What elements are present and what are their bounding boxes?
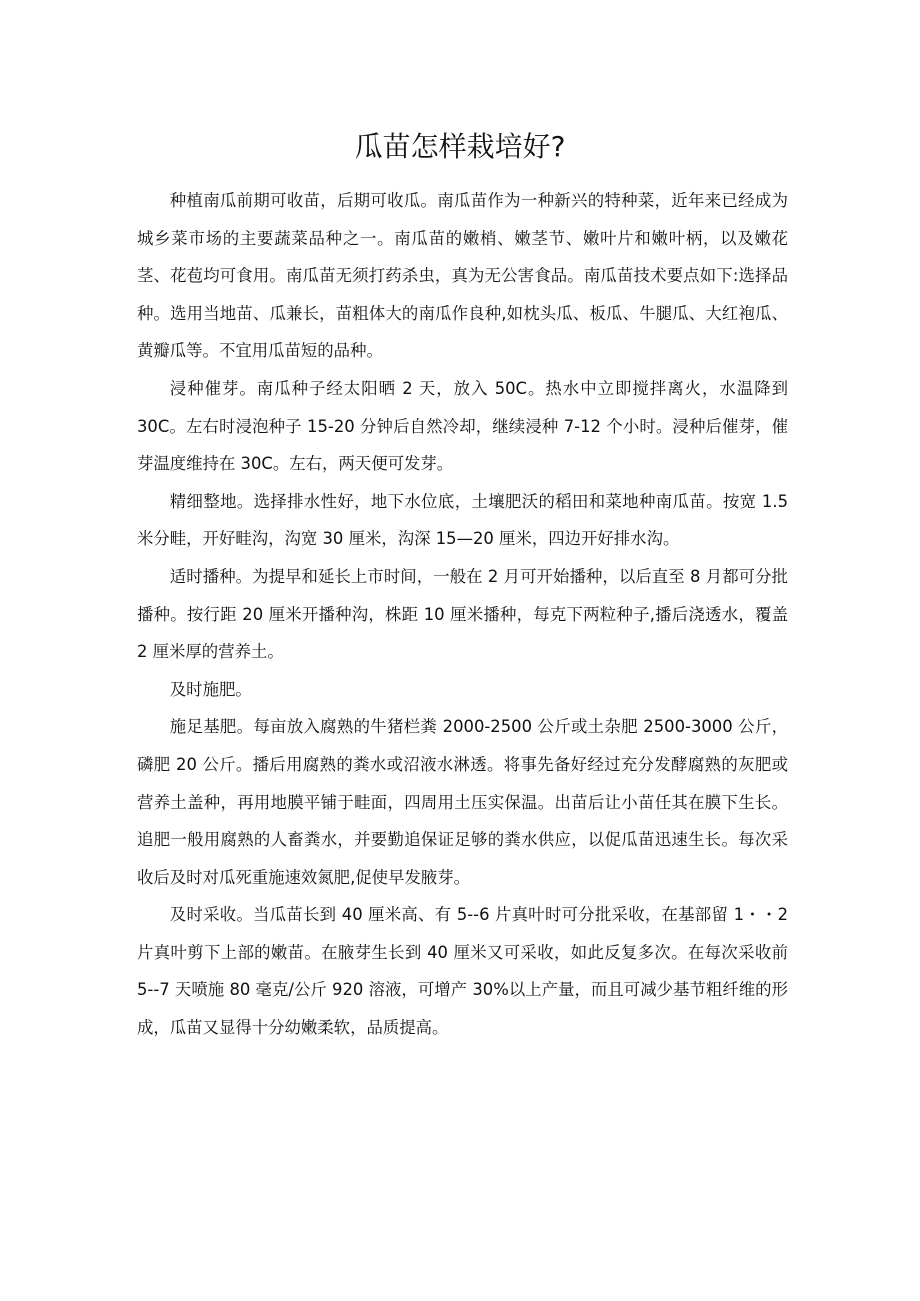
paragraph-land-preparation: 精细整地。选择排水性好，地下水位底，土壤肥沃的稻田和菜地种南瓜苗。按宽 1.5 米分畦，开好畦沟，沟宽 30 厘米，沟深 15—20 厘米，四边开好排水沟。 (137, 491, 788, 549)
document-title: 瓜苗怎样栽培好? (354, 130, 566, 163)
paragraph-intro: 种植南瓜前期可收苗，后期可收瓜。南瓜苗作为一种新兴的特种菜，近年来已经成为城乡菜市场的主要蔬菜品种之一。南瓜苗的嫩梢、嫩茎节、嫩叶片和嫩叶柄，以及嫩花茎、花苞均可食用。南瓜苗无须打药杀虫，真为无公害食品。南瓜苗技术要点如下:选择品种。选用当地苗、瓜兼长，苗粗体大的南瓜作良种,如枕头瓜、板瓜、牛腿瓜、大红袍瓜、黄瓣瓜等。不宜用瓜苗短的品种。 (137, 191, 788, 361)
paragraph-sowing: 适时播种。为提早和延长上市时间，一般在 2 月可开始播种，以后直至 8 月都可分批播种。按行距 20 厘米开播种沟，株距 10 厘米播种，每克下两粒种子,播后浇透水，覆盖 2 厘米厚的营养土。 (137, 566, 788, 662)
paragraph-seed-soaking: 浸种催芽。南瓜种子经太阳晒 2 天，放入 50C。热水中立即搅拌离火，水温降到 30C。左右时浸泡种子 15-20 分钟后自然冷却，继续浸种 7-12 个小时。浸种后催芽，催芽温度维持在 30C。左右，两天便可发芽。 (137, 378, 788, 474)
document-body (137, 182, 788, 1047)
paragraph-base-fertilizer: 施足基肥。每亩放入腐熟的牛猪栏粪 2000-2500 公斤或土杂肥 2500-3000 公斤，磷肥 20 公斤。播后用腐熟的粪水或沼液水淋透。将事先备好经过充分发酵腐熟的灰肥或营养土盖种，再用地膜平铺于畦面，四周用土压实保温。出苗后让小苗任其在膜下生长。追肥一般用腐熟的人畜粪水，并要勤追保证足够的粪水供应，以促瓜苗迅速生长。每次采收后及时对瓜死重施速效氮肥,促使早发腋芽。 (137, 717, 788, 887)
paragraph-fertilizing-heading: 及时施肥。 (169, 679, 252, 699)
paragraph-harvest: 及时采收。当瓜苗长到 40 厘米高、有 5--6 片真叶时可分批采收，在基部留 1・・2 片真叶剪下上部的嫩苗。在腋芽生长到 40 厘米又可采收，如此反复多次。在每次采收前 5--7 天喷施 80 毫克/公斤 920 溶液，可增产 30%以上产量，而且可减少基节粗纤维的形成，瓜苗又显得十分幼嫩柔软，品质提高。 (137, 905, 788, 1038)
